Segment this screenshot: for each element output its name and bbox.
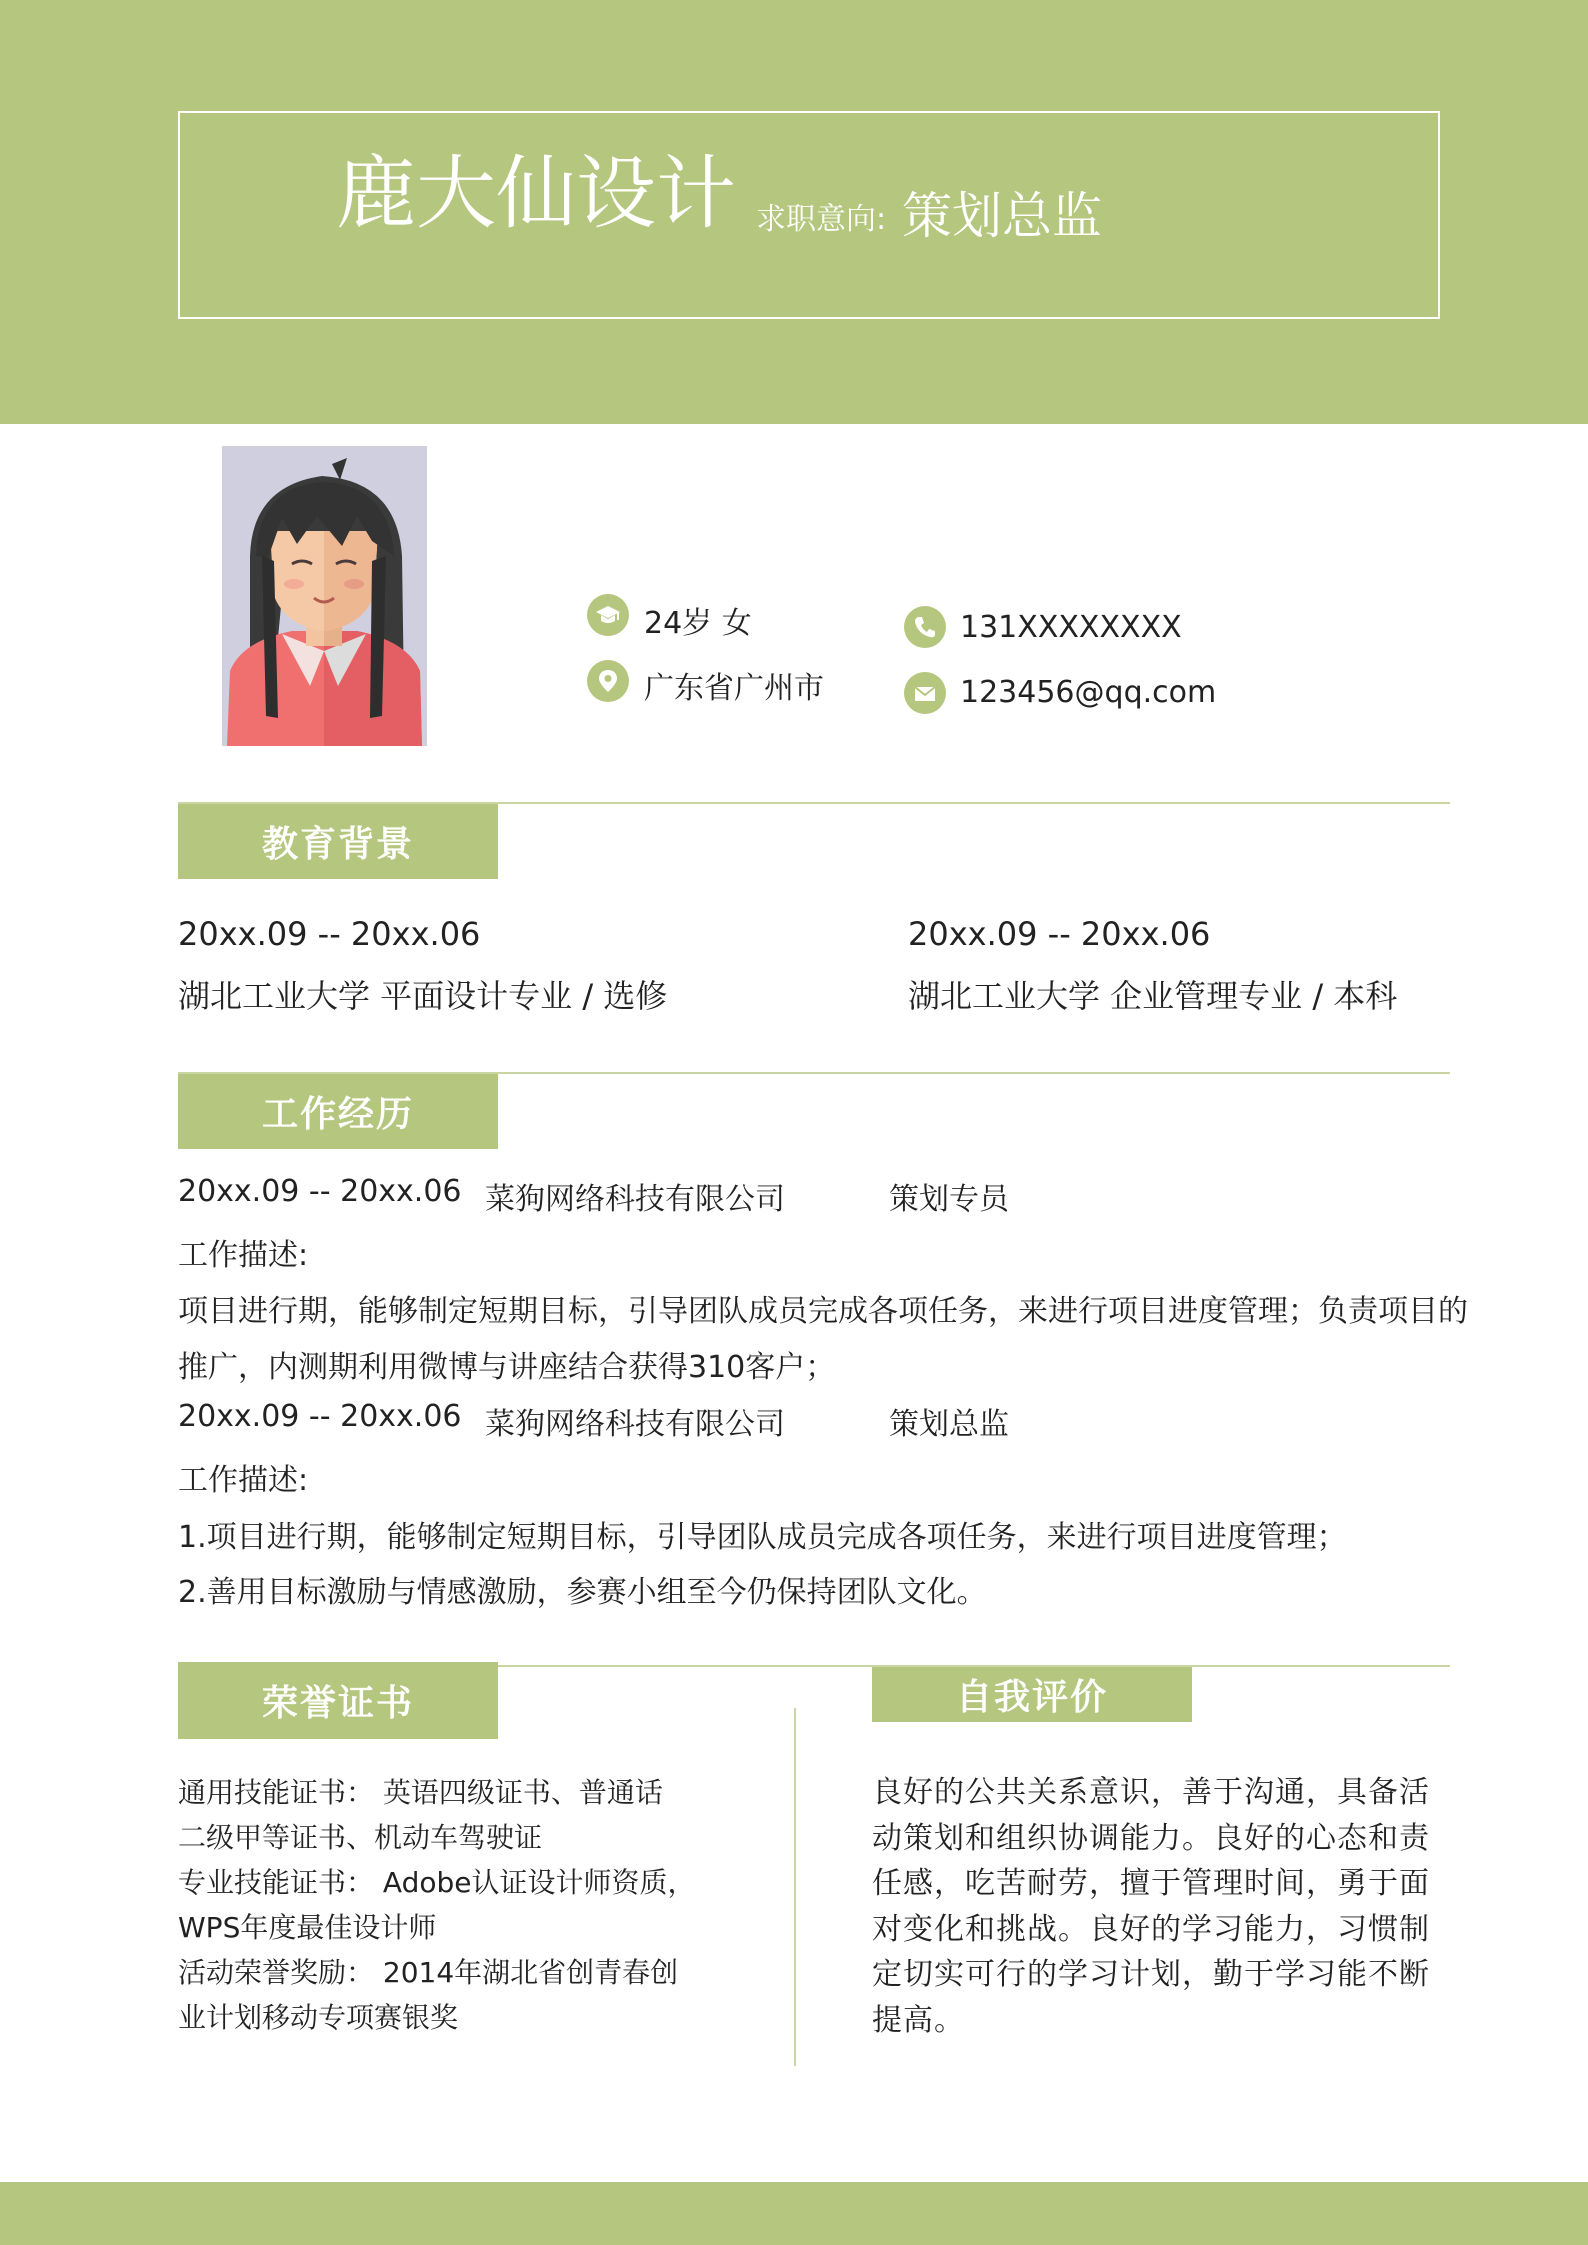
self-eval-line: 动策划和组织协调能力。良好的心态和责	[872, 1820, 1430, 1856]
job-intent-value: 策划总监	[902, 187, 1102, 245]
work-period-2: 20xx.09 -- 20xx.06	[178, 1399, 462, 1434]
education-detail-2: 湖北工业大学 企业管理专业 / 本科	[908, 977, 1398, 1015]
graduation-cap-icon	[587, 594, 629, 636]
honors-line: 专业技能证书： Adobe认证设计师资质，	[178, 1866, 696, 1899]
work-desc-label-1: 工作描述:	[178, 1238, 309, 1273]
column-divider	[794, 1708, 796, 2066]
work-desc-line: 项目进行期，能够制定短期目标，引导团队成员完成各项任务，来进行项目进度管理；负责项目的	[178, 1294, 1468, 1329]
self-eval-section-title: 自我评价	[872, 1667, 1192, 1722]
education-section-title: 教育背景	[178, 804, 498, 879]
work-role-1: 策划专员	[889, 1182, 1009, 1217]
honors-line: 业计划移动专项赛银奖	[178, 2001, 459, 2034]
self-eval-line: 任感，吃苦耐劳，擅于管理时间，勇于面	[872, 1866, 1430, 1901]
job-intent-label: 求职意向:	[756, 202, 887, 237]
honors-line: 二级甲等证书、机动车驾驶证	[178, 1821, 543, 1854]
self-eval-line: 良好的公共关系意识，善于沟通，具备活	[872, 1775, 1430, 1810]
honors-line: 通用技能证书： 英语四级证书、普通话	[178, 1776, 663, 1809]
location: 广东省广州市	[644, 671, 824, 706]
honors-line: WPS年度最佳设计师	[178, 1911, 437, 1944]
email-address: 123456@qq.com	[960, 675, 1217, 710]
location-pin-icon	[587, 660, 629, 702]
age-gender: 24岁 女	[644, 606, 752, 641]
work-desc-line: 2.善用目标激励与情感激励，参赛小组至今仍保持团队文化。	[178, 1575, 987, 1610]
work-desc-label-2: 工作描述:	[178, 1463, 309, 1498]
self-eval-line: 提高。	[872, 2002, 965, 2038]
self-eval-line: 对变化和挑战。良好的学习能力，习惯制	[872, 1911, 1430, 1947]
work-section-title: 工作经历	[178, 1074, 498, 1149]
work-company-2: 菜狗网络科技有限公司	[485, 1407, 785, 1442]
honors-section-title: 荣誉证书	[178, 1662, 498, 1739]
self-eval-text	[872, 1770, 1472, 2043]
phone-number: 131XXXXXXXX	[960, 610, 1182, 645]
work-period-1: 20xx.09 -- 20xx.06	[178, 1174, 462, 1209]
mail-icon	[904, 672, 946, 714]
work-role-2: 策划总监	[889, 1407, 1009, 1442]
footer-band	[0, 2182, 1588, 2245]
work-desc-line: 1.项目进行期，能够制定短期目标，引导团队成员完成各项任务，来进行项目进度管理；	[178, 1520, 1347, 1555]
education-period-1: 20xx.09 -- 20xx.06	[178, 915, 481, 953]
honors-line: 活动荣誉奖励： 2014年湖北省创青春创	[178, 1956, 679, 1989]
candidate-name: 鹿大仙设计	[336, 147, 736, 240]
education-period-2: 20xx.09 -- 20xx.06	[908, 915, 1211, 953]
work-desc-line: 推广，内测期利用微博与讲座结合获得310客户；	[178, 1350, 836, 1385]
self-eval-line: 定切实可行的学习计划，勤于学习能不断	[872, 1957, 1430, 1992]
phone-icon	[904, 606, 946, 648]
work-company-1: 菜狗网络科技有限公司	[485, 1182, 785, 1217]
honors-text	[178, 1770, 738, 2040]
avatar	[222, 446, 427, 746]
education-detail-1: 湖北工业大学 平面设计专业 / 选修	[178, 977, 668, 1015]
